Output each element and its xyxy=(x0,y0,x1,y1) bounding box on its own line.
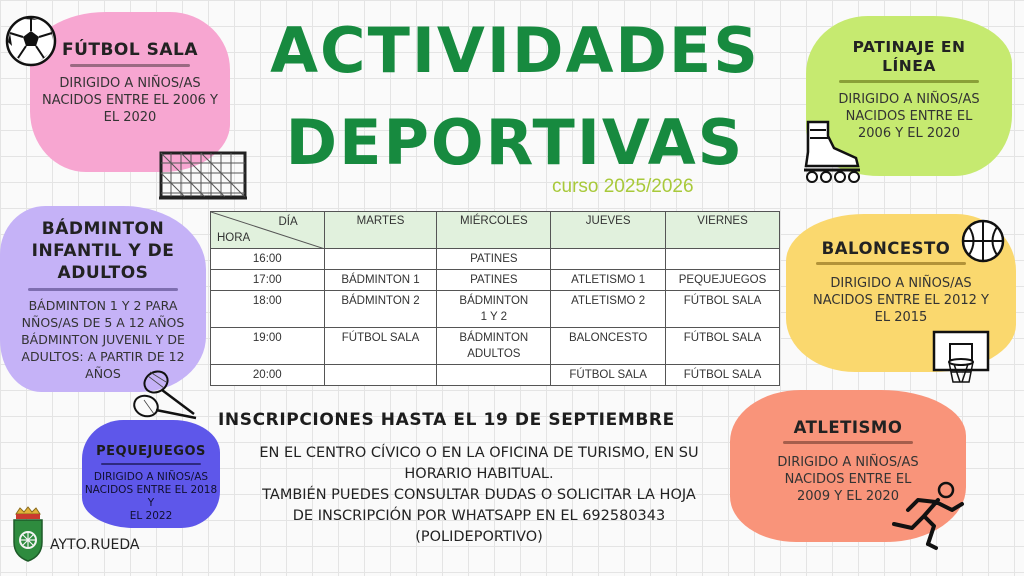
inscripciones-line: (POLIDEPORTIVO) xyxy=(415,529,543,545)
inscripciones-body xyxy=(236,443,722,548)
atletismo-title: ATLETISMO xyxy=(793,418,903,437)
activity-cell xyxy=(324,249,437,270)
goal-net-icon xyxy=(158,150,248,202)
badminton-card xyxy=(0,206,206,392)
day-header: MARTES xyxy=(324,212,437,249)
activity-cell: BÁDMINTON 2 xyxy=(324,291,437,328)
schedule-row xyxy=(211,365,780,386)
inscripciones-title: INSCRIPCIONES HASTA EL 19 DE SEPTIEMBRE xyxy=(218,410,675,430)
runner-icon xyxy=(888,480,968,554)
activity-cell xyxy=(437,365,551,386)
patinaje-text-line: DIRIGIDO A NIÑOS/AS xyxy=(838,92,980,107)
activity-cell xyxy=(324,365,437,386)
baloncesto-text-line: NACIDOS ENTRE EL 2012 Y xyxy=(813,293,989,308)
pequejuegos-text-line: NACIDOS ENTRE EL 2018 Y xyxy=(84,484,218,509)
futbol-sala-title: FÚTBOL SALA xyxy=(61,40,199,60)
badminton-text-line: NÑOS/AS DE 5 A 12 AÑOS xyxy=(21,315,185,330)
badminton-title: ADULTOS xyxy=(57,263,149,283)
inline-skate-icon xyxy=(798,118,866,184)
badminton-text-line: BÁDMINTON JUVENIL Y DE xyxy=(21,332,185,347)
hour-cell: 19:00 xyxy=(211,328,325,365)
schedule-table xyxy=(210,211,780,386)
activity-cell xyxy=(666,249,780,270)
inscripciones-line: TAMBIÉN PUEDES CONSULTAR DUDAS O SOLICITAR LA HOJA xyxy=(262,487,696,503)
activity-cell xyxy=(551,249,666,270)
activity-cell: BALONCESTO xyxy=(551,328,666,365)
badminton-title: BÁDMINTON xyxy=(41,219,165,239)
badminton-text-line: BÁDMINTON 1 Y 2 PARA xyxy=(28,298,178,313)
schedule-row xyxy=(211,328,780,365)
day-header: MIÉRCOLES xyxy=(437,212,551,249)
patinaje-text-line: 2006 Y EL 2020 xyxy=(858,126,960,141)
baloncesto-title: BALONCESTO xyxy=(821,239,951,258)
futbol-text-line: NACIDOS ENTRE EL 2006 Y xyxy=(42,93,218,108)
futbol-text-line: EL 2020 xyxy=(103,110,157,125)
activity-cell: FÚTBOL SALA xyxy=(666,328,780,365)
activity-cell: ATLETISMO 1 xyxy=(551,270,666,291)
ayuntamiento-logo-text: AYTO.RUEDA xyxy=(50,537,140,553)
coat-of-arms-icon xyxy=(10,506,46,564)
activity-cell: FÚTBOL SALA xyxy=(666,291,780,328)
inscripciones-line: DE INSCRIPCIÓN POR WHATSAPP EN EL 692580343 xyxy=(292,508,666,524)
hour-cell: 20:00 xyxy=(211,365,325,386)
main-title-line2: DEPORTIVAS xyxy=(285,106,745,179)
badminton-text-line: ADULTOS: A PARTIR DE 12 xyxy=(21,349,185,364)
schedule-row xyxy=(211,249,780,270)
schedule-header-row xyxy=(211,212,780,249)
pequejuegos-text-line: EL 2022 xyxy=(129,510,173,522)
activity-cell: FÚTBOL SALA xyxy=(551,365,666,386)
pequejuegos-title: PEQUEJUEGOS xyxy=(96,444,206,459)
soccer-ball-icon xyxy=(4,14,58,68)
inscripciones-line: EN EL CENTRO CÍVICO O EN LA OFICINA DE TURISMO, EN SU xyxy=(259,445,699,461)
patinaje-title: LÍNEA xyxy=(882,57,936,75)
activity-cell: PATINES xyxy=(437,270,551,291)
schedule-corner-cell xyxy=(211,212,325,249)
pequejuegos-text-line: DIRIGIDO A NIÑOS/AS xyxy=(93,471,209,483)
badminton-text-line: AÑOS xyxy=(85,366,121,381)
futbol-text-line: DIRIGIDO A NIÑOS/AS xyxy=(59,76,201,91)
pequejuegos-card xyxy=(82,420,220,528)
day-header: JUEVES xyxy=(551,212,666,249)
baloncesto-text-line: DIRIGIDO A NIÑOS/AS xyxy=(830,276,972,291)
patinaje-text-line: NACIDOS ENTRE EL xyxy=(845,109,973,124)
day-header: VIERNES xyxy=(666,212,780,249)
inscripciones-line: HORARIO HABITUAL. xyxy=(404,466,554,482)
atletismo-text-line: 2009 Y EL 2020 xyxy=(797,489,899,504)
activity-cell: FÚTBOL SALA xyxy=(324,328,437,365)
activity-cell: BÁDMINTON 1 Y 2 xyxy=(437,291,551,328)
activity-cell: PATINES xyxy=(437,249,551,270)
futbol-sala-card xyxy=(30,12,230,172)
schedule-row xyxy=(211,270,780,291)
basketball-icon xyxy=(960,218,1006,264)
badminton-rackets-icon xyxy=(128,368,200,424)
hour-cell: 18:00 xyxy=(211,291,325,328)
corner-hour-label: HORA xyxy=(217,232,251,244)
hour-cell: 16:00 xyxy=(211,249,325,270)
atletismo-text-line: NACIDOS ENTRE EL xyxy=(784,472,912,487)
baloncesto-text-line: EL 2015 xyxy=(874,310,928,325)
main-title-line1: ACTIVIDADES xyxy=(270,14,760,87)
activity-cell: ATLETISMO 2 xyxy=(551,291,666,328)
atletismo-text-line: DIRIGIDO A NIÑOS/AS xyxy=(777,455,919,470)
corner-day-label: DÍA xyxy=(278,216,298,228)
activity-cell: BÁDMINTON 1 xyxy=(324,270,437,291)
activity-cell: FÚTBOL SALA xyxy=(666,365,780,386)
patinaje-title: PATINAJE EN xyxy=(852,38,966,56)
hour-cell: 17:00 xyxy=(211,270,325,291)
activity-cell: PEQUEJUEGOS xyxy=(666,270,780,291)
badminton-title: INFANTIL Y DE xyxy=(31,241,175,261)
basketball-hoop-icon xyxy=(932,330,990,390)
curso-label: curso 2025/2026 xyxy=(552,176,694,197)
schedule-row xyxy=(211,291,780,328)
activity-cell: BÁDMINTON ADULTOS xyxy=(437,328,551,365)
